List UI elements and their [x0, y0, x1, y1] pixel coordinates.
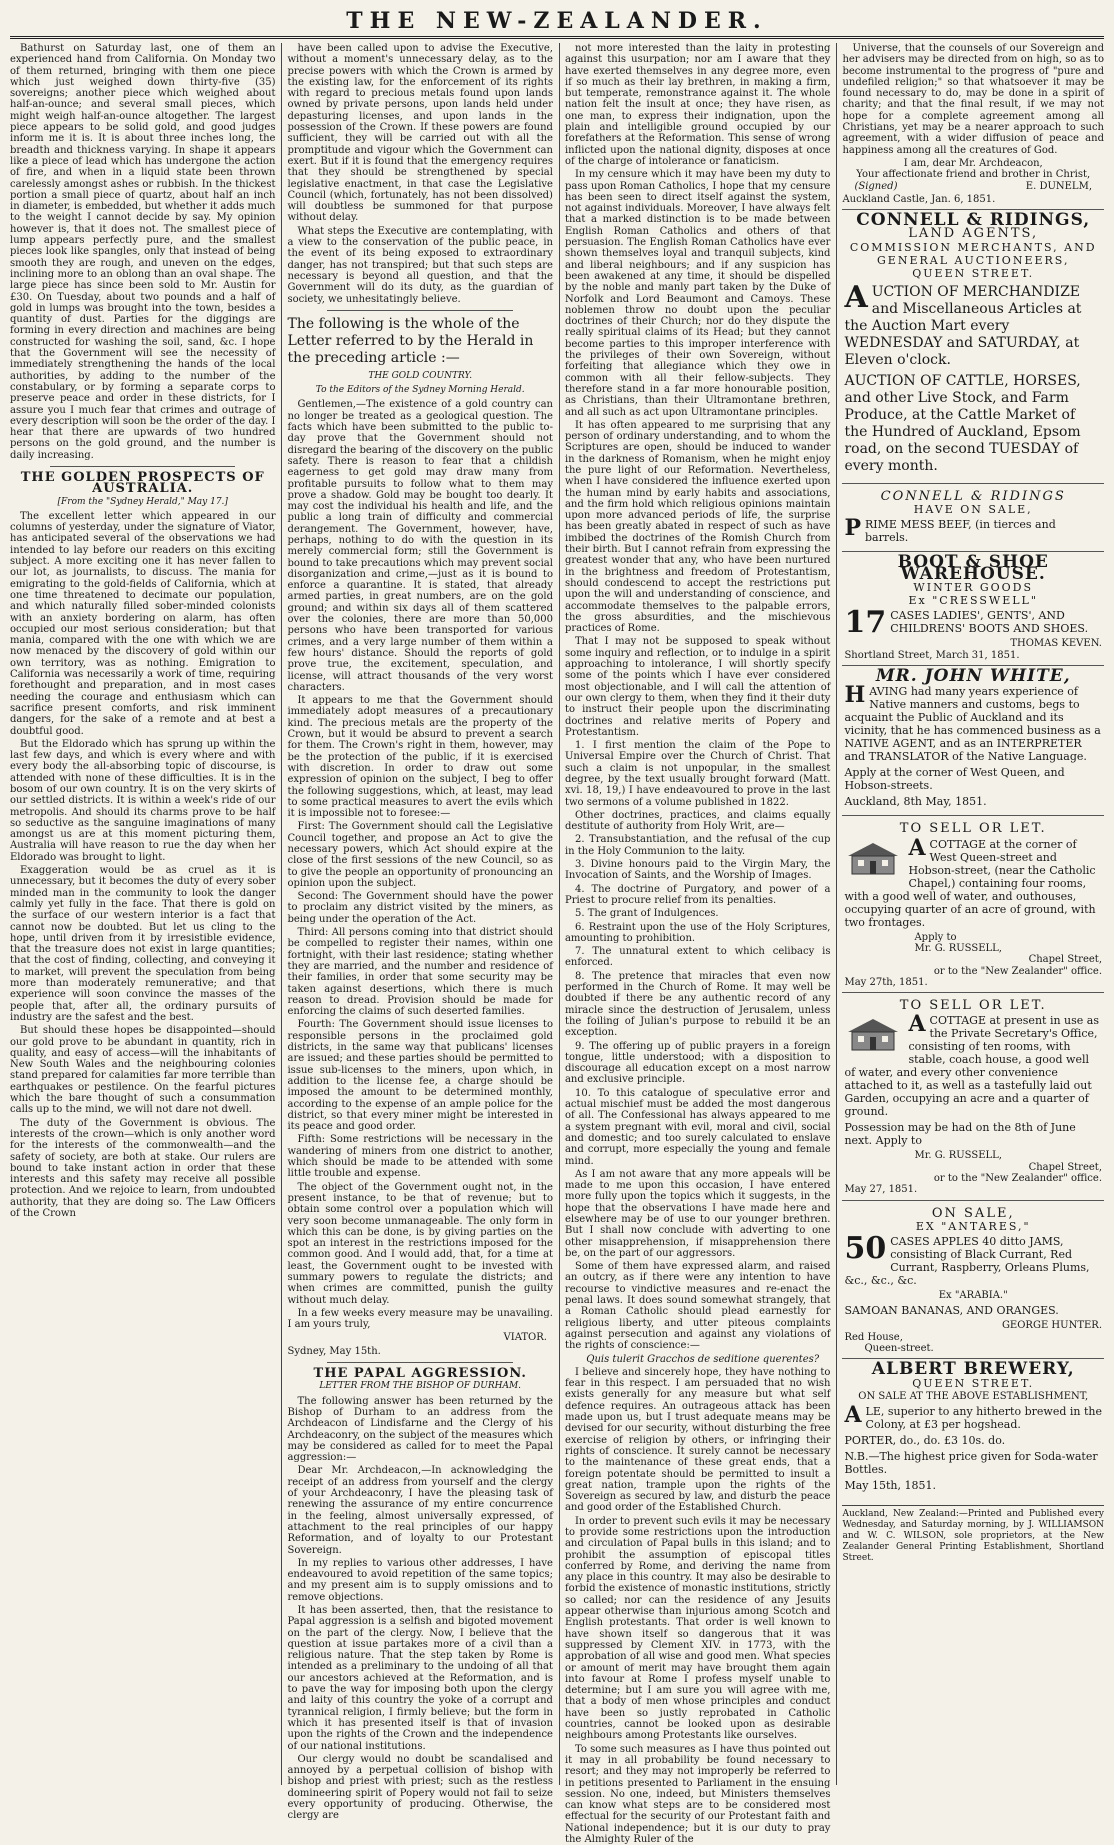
latin-quote: Quis tulerit Gracchos de seditione querentes?: [586, 1353, 820, 1365]
letter-intro: The following is the whole of the Letter referred to by the Herald in the preceding article :—: [287, 315, 534, 366]
list-item: 8. The pretence that miracles that even now performed in the Church of Rome. It may well be doubted if there be any authentic record of any miracle since the destruction of Jerusalem, unless the foiling of Julian's purpose to rebuild it be an exception.: [564, 970, 831, 1039]
ad-date: May 27th, 1851.: [844, 976, 928, 988]
letter-closing: Your affectionate friend and brother in Christ,: [856, 169, 1091, 181]
article-paragraph: 1. I first mention the claim of the Pope to Universal Empire over the Church of Christ. That such a claim is not unpopular, in the smallest degree, by the text usually brought forward (Matt. xvi. 18, 19,) I have endeavoured to prove in the last two sermons of a volume published in 1822.: [564, 740, 831, 808]
ad-subtitle: LAND AGENTS,: [908, 226, 1039, 242]
article-paragraph: The excellent letter which appeared in our columns of yesterday, under the signature of Viator, has anticipated several of the observations we had intended to lay before our readers on this exciting subject. A more exciting one it has never fallen to our lot, as journalists, to discuss. The mania for emigrating to the gold-fields of California, which at one time threatened to decimate our population, and which naturally filled sober-minded colonists with an anxiety bordering on alarm, has often occupied our most serious consideration; but that mania, compared with the one with which we are now menaced by the discovery of gold within our own territory, was as nothing. Emigration to California was necessarily a work of time, requiring forethought and preparation, and in most cases needing the courage and enthusiasm which can sacrifice present comforts, and risk imminent dangers, for the sake of a remote and at best a doubtful good.: [10, 510, 276, 737]
ad-body: Apply at the corner of West Queen, and Hobson-streets.: [844, 766, 1065, 793]
ad-text: COTTAGE at the corner of West Queen-street and Hobson-street, (near the Catholic Chapel,) containing four rooms, with a good well of water, and outhouses, occupying quarter of an acre of ground, with two frontages.: [844, 837, 1096, 929]
ad-text: RIME MESS BEEF, (in tierces and barrels.: [865, 518, 1056, 545]
article-heading: THE PAPAL AGGRESSION.: [313, 1366, 527, 1382]
article-paragraph: Third: All persons coming into that district should be compelled to register their names, within one fortnight, with their last residence; stating whether they are married, and the number and residence of their families, in order that some security may be taken against desertions, which there is much reason to dread. Provision should be made for enforcing the claims of such deserted families.: [287, 927, 553, 1018]
article-paragraph: not more interested than the laity in protesting against this usurpation; nor am I aware that they have exerted themselves in any degree more, even if so much as their lay brethren, in making a firm, but temperate, remonstrance against it. The whole nation felt the insult at once; they have risen, as one man, to express their indignation, upon the plain and intelligible ground occupied by our forefathers at the Reformation. This sense of wrong inflicted upon the national dignity, disposes at once of the charge of intolerance or fanaticism.: [564, 43, 831, 167]
article-paragraph: In my censure which it may have been my duty to pass upon Roman Catholics, I hope that my censure has been seen to direct itself against the system, not against individuals. Moreover, I have always felt that a marked distinction is to be made between English Roman Catholics and others of that persuasion. The English Roman Catholics have ever shown themselves loyal and tranquil subjects, kind and liberal neighbours; and if any suspicion has been awakened at any time, it should be dispelled by the noble and manly part taken by the Duke of Norfolk and Lord Beaumont and Camoys. These noblemen throw no doubt upon the peculiar doctrines of their Church; nor do they dispute the really spiritual claims of its Head; but they cannot become parties to this improper interference with the privileges of their own Sovereign, without forfeiting that allegiance which they owe in common with all their fellow-subjects. They therefore stand in a far more honourable position, as Christians, than their Ultramontane brethren, and all such as act upon Ultramontane principles.: [564, 169, 831, 418]
drop-cap: A: [844, 1402, 862, 1429]
ad-title: TO SELL OR LET.: [899, 998, 1047, 1014]
ad-apples: [842, 1200, 1104, 1359]
ad-body: [844, 279, 1102, 369]
ad-contact: Mr. G. RUSSELL,: [914, 942, 1002, 954]
ad-contact: or to the "New Zealander" office.: [933, 1172, 1102, 1184]
ad-text: LE, superior to any hitherto brewed in the Colony, at £3 per hogshead.: [865, 1405, 1102, 1432]
ad-body: [844, 682, 1102, 764]
signer-name: E. DUNELM,: [1025, 180, 1092, 192]
ad-date: May 27, 1851.: [844, 1184, 918, 1196]
ad-text: CASES APPLES 40 ditto JAMS, consisting of Black Currant, Red Currant, Raspberry, Orleans Plums, &c., &c., &c.: [844, 1235, 1090, 1288]
ad-body: AUCTION OF CATTLE, HORSES, and other Live Stock, and Farm Produce, at the Cattle Market of the Hundred of Auckland, Epsom road, on the second TUESDAY of every month.: [844, 372, 1081, 474]
ad-text: COTTAGE at present in use as the Private Secretary's Office, consisting of ten rooms, with stable, coach house, a good well of water, and every other convenience attached to it, as well as a tastefully laid out Garden, occupying an acre and a quarter of ground.: [844, 1014, 1099, 1119]
article-paragraph: Second: The Government should have the power to proclaim any district visited by the miners, as being under the operation of the Act.: [287, 891, 553, 925]
article-paragraph: Our clergy would no doubt be scandalised and annoyed by a perpetual collision of bishop with bishop and priest with priest; such as the restless domineering spirit of Popery would not fail to seize every opportunity of producing. Otherwise, the clergy are: [287, 1753, 553, 1822]
ad-body: [844, 834, 1102, 929]
ad-place: Red House,: [844, 1331, 903, 1343]
article-source: [From the "Sydney Herald," May 17.]: [57, 496, 228, 507]
ad-signer: THOMAS KEVEN.: [1010, 638, 1102, 650]
ad-title: CONNELL & RIDINGS: [880, 488, 1066, 504]
drop-cap: A: [908, 834, 926, 861]
ad-subtitle: Ex "ARABIA.": [938, 1290, 1008, 1302]
article-heading: THE GOLDEN PROSPECTS OF AUSTRALIA.: [20, 469, 265, 497]
article-paragraph: To some such measures as I have thus pointed out it may in all probability be found necessary to resort; and they may not improperly be referred to in petitions presented to Parliament in the ensuing session. No one, indeed, but Ministers themselves can know what steps are to be considered most effectual for the security of our Protestant faith and National independence; but it is our duty to pray the Almighty Ruler of the: [564, 1743, 831, 1845]
list-item: 10. To this catalogue of speculative error and actual mischief must be added the most dangerous of all. The Confessional has always appeared to me a system pregnant with evil, moral and civil, social and domestic; and too surely calculated to enslave and corrupt, more especially the young and female mind.: [564, 1087, 831, 1167]
article-paragraph: What steps the Executive are contemplating, with a view to the conservation of the public peace, in the event of its being exposed to extraordinary danger, has not transpired; but that such steps are necessary is beyond all question, and that the Government will do its duty, as the guardian of society, we unhesitatingly believe.: [287, 225, 553, 305]
article-subheading: LETTER FROM THE BISHOP OF DURHAM.: [319, 1381, 522, 1392]
ad-contact: Chapel Street,: [1028, 1161, 1102, 1173]
list-item: 9. The offering up of public prayers in a foreign tongue, little understood; with a disposition to discourage all education except on a most narrow and exclusive principle.: [564, 1040, 831, 1086]
ad-subtitle: COMMISSION MERCHANTS, AND: [849, 240, 1097, 254]
list-item: 3. Divine honours paid to the Virgin Mary, the Invocation of Saints, and the Worship of Images.: [564, 859, 831, 882]
article-paragraph: In order to prevent such evils it may be necessary to provide some restrictions upon the introduction and circulation of Papal bulls in this island; and to prohibit the assumption of episcopal titles conferred by Rome, and deriving the name from any place in this country. It may also be desirable to forbid the existence of monastic institutions, strictly so called; nor can the residence of any Jesuits appear otherwise than injurious among Scotch and English protestants. That order is well known to have shown itself so dangerous that it was suppressed by Clement XIV. in 1773, with the approbation of all wise and good men. What species or amount of merit may have brought them again into favour at Rome I profess myself unable to determine; but I am sure you will agree with me, that a body of men whose principles and conduct have been so justly reprobated in Catholic countries, cannot be looked upon as desirable neighbours among Protestants like ourselves.: [564, 1515, 831, 1742]
letter-signature: VIATOR.: [503, 1332, 547, 1344]
ad-contact: Mr. G. RUSSELL,: [914, 1150, 1002, 1162]
article-paragraph: The object of the Government ought not, in the present instance, to be that of revenue; but to obtain some control over a population which will very soon become unmanageable. The only form in which this can be done, is by giving parties on the spot an interest in the restrictions imposed for the common good. And I would add, that, for a time at least, the Government ought to be invested with summary powers to regulate the districts; and when crimes are committed, punish the guilty without much delay.: [287, 1181, 553, 1306]
letter-title: THE GOLD COUNTRY.: [368, 370, 473, 381]
article-paragraph: Gentlemen,—The existence of a gold country can no longer be treated as a geological question. The facts which have been submitted to the public to-day prove that the Government should not disregard the bearing of the discovery on the public safety. There is reason to fear that a childish eagerness to get gold may draw many from profitable pursuits to follow what to them may prove a shadow. Gold may be bought too dearly. It may cost the individual his health and life, and the public a long train of difficulty and commercial derangement. The Government, however, have, perhaps, nothing to do with the question in its merely commercial form; still the Government is bound to take precautions which may prevent social disorganization and crime,—just as it is bound to enforce a quarantine. It is stated, that already armed parties, in great numbers, are on the gold ground; and within six days all of them scattered over the colonies, there are more than 50,000 persons who have been transported for various crimes, and a very large number of them within a few hours' distance. Should the reports of gold prove true, the excitement, speculation, and license, will attract thousands of the very worst characters.: [287, 399, 553, 693]
ad-subtitle: GENERAL AUCTIONEERS,: [877, 254, 1070, 268]
ad-title: ON SALE,: [931, 1205, 1015, 1221]
ad-title: MR. JOHN WHITE,: [875, 666, 1071, 687]
article-paragraph: It has been asserted, then, that the resistance to Papal aggression is a selfish and bigoted movement on the part of the clergy. Now, I believe that the question at issue partakes more of a civil than a religious nature. That the step taken by Rome is intended as a preliminary to the undoing of all that our ancestors achieved at the Reformation, and is to pave the way for imposing both upon the clergy and laity of this country the yoke of a corrupt and tyrannical religion, I firmly believe; but the form in which it has presented itself is that of invasion upon the rights of the Crown and the independence of our national institutions.: [287, 1605, 553, 1752]
list-item: 7. The unnatural extent to which celibacy is enforced.: [564, 946, 831, 969]
ad-title: ALBERT BREWERY,: [871, 1359, 1075, 1380]
drop-cap: A: [844, 279, 868, 315]
article-paragraph: In a few weeks every measure may be unavailing. I am yours truly,: [287, 1307, 553, 1331]
ad-signer: GEORGE HUNTER.: [1001, 1320, 1102, 1332]
article-paragraph: The following answer has been returned by the Bishop of Durham to an address from the Archdeacon of Lindisfarne and the Clergy of his Archdeaconry, on the subject of the measures which may be considered as called for to meet the Papal aggression:—: [287, 1395, 553, 1464]
ad-subtitle: HAVE ON SALE,: [913, 502, 1033, 516]
ad-text: AVING had many years experience of Native manners and customs, begs to acquaint the Public of Auckland and its vicinity, that he has commenced business as a NATIVE AGENT, and as an INTERPRETER and TRANSLATOR of the Native Language.: [844, 685, 1101, 764]
ad-body: Possession may be had on the 8th of June next. Apply to: [844, 1121, 1076, 1148]
ad-boot-shoe: [842, 551, 1104, 665]
ad-date: Shortland Street, March 31, 1851.: [844, 649, 1020, 661]
ad-subtitle: Ex "CRESSWELL": [908, 594, 1038, 608]
article-paragraph: Exaggeration would be as cruel as it is unnecessary, but it becomes the duty of every sober minded man in the community to look the danger calmly yet fully in the face. That there is gold on the surface of our western interior is a fact that cannot now be doubted. But let us cling to the hope, until driven from it by irresistible evidence, that the treasure does not exist in large quantities; that the cost of finding, collecting, and conveying it to market, will prevent the speculation from being more than moderately remunerative; and that experience will soon convince the masses of the people that, after all, the ordinary pursuits of industry are the safest and the best.: [10, 865, 276, 1023]
article-paragraph: That I may not be supposed to speak without some inquiry and reflection, or to indulge in a spirit approaching to intolerance, I will shortly specify some of the points which I have ever considered most objectionable, and I will call the attention of our own clergy to them, when they find it their duty to instruct their people upon the discriminating doctrines and relative merits of Popery and Protestantism.: [564, 636, 831, 738]
ad-body: [844, 515, 1102, 545]
article-paragraph: Fourth: The Government should issue licenses to responsible persons in the proclaimed gold districts, in the same way that publicans' licenses are issued; and these parties should be permitted to issue sub-licenses to the miners, upon which, in addition to the license fee, a charge should be imposed the amount to be determined monthly, according to the expense of an ample police for the district, so that every miner might be interested in its peace and good order.: [287, 1019, 553, 1133]
masthead: THE NEW-ZEALANDER.: [10, 8, 1104, 39]
ad-cottage-1: [842, 815, 1104, 992]
article-paragraph: I believe and sincerely hope, they have nothing to fear in this respect. I am persuaded that no wish exists generally for any measure but what self defence requires. An outrageous attack has been made upon us, but I trust adequate means may be devised for our security, without disturbing the free exercise of religion by others, or infringing their rights of conscience. It surely cannot be necessary to the maintenance of these great ends, that a foreign potentate should be permitted to insult a great nation, trample upon the rights of the Sovereign as secured by law, and disturb the peace and good order of the Established Church.: [564, 1366, 831, 1514]
letter-place: Auckland Castle, Jan. 6, 1851.: [842, 193, 996, 205]
drop-cap: H: [844, 682, 866, 709]
signed-label: (Signed): [854, 180, 898, 192]
ad-subtitle: QUEEN STREET.: [912, 267, 1035, 281]
column-4: [836, 43, 1104, 1785]
article-paragraph: Dear Mr. Archdeacon,—In acknowledging the receipt of an address from yourself and the clergy of your Archdeaconry, I have the pleasing task of renewing the assurance of my entire concurrence in the feeling, almost universally expressed, of attachment to the real principles of our happy Reformation, and of loyalty to our Protestant Sovereign.: [287, 1465, 553, 1556]
ad-subtitle: EX "ANTARES,": [915, 1219, 1031, 1233]
column-3: [559, 43, 831, 1845]
article-paragraph: The duty of the Government is obvious. The interests of the crown—which is only another word for the interests of the commonwealth—and the safety of society, are both at stake. Our rulers are bound to take instant action in order that these interests and this safety may receive all possible protection. And we rejoice to learn, from undoubted authority, that they are doing so. The Law Officers of the Crown: [10, 1117, 276, 1219]
article-paragraph: Universe, that the counsels of our Sovereign and her advisers may be directed from on high, so as to become instrumental to the progress of "pure and undefiled religion;" so that whatsoever it may be found necessary to do, may be done in a spirit of charity; and that the final result, if we may not hope for a complete agreement among all Christians, yet may be a nearer approach to such agreement, with a wider diffusion of peace and happiness among all the creatures of God.: [842, 43, 1104, 156]
article-paragraph: In my replies to various other addresses, I have endeavoured to avoid repetition of the same topics; and my present aim is to supply omissions and to remove objections.: [287, 1557, 553, 1603]
signature-line: [842, 181, 1104, 192]
drop-cap: A: [908, 1011, 926, 1038]
ad-date: Auckland, 8th May, 1851.: [844, 795, 987, 809]
columns: [10, 43, 1104, 1845]
article-paragraph: Some of them have expressed alarm, and raised an outcry, as if there were any intention to have recourse to vindictive measures and re-enact the penal laws. It does sound somewhat strangely, that a Roman Catholic should plead earnestly for religious liberty, and utter piteous complaints against persecution and against any violations of the rights of conscience:—: [564, 1261, 831, 1352]
ad-connell-ridings: [842, 209, 1104, 482]
article-paragraph: It has often appeared to me surprising that any person of ordinary understanding, and to whom the Scriptures are open, should be induced to wander in the darkness of Romanism, when he might enjoy the pure light of our Reformation. Nevertheless, when I have considered the influence exerted upon the human mind by early habits and associations, and the firm hold which religious opinions maintain upon more advanced periods of life, the surprise has been greatly abated in respect of such as have imbibed the doctrines of the Romish Church from their birth. But I cannot refrain from expressing the greatest wonder that any, who have been nurtured in the brightness and freedom of Protestantism, should condescend to accept the restrictions put upon the will and understanding of conscience, and accommodate themselves to the palpable errors, the gross absurdities, and the mischievous practices of Rome.: [564, 419, 831, 635]
ad-place: Queen-street.: [864, 1343, 934, 1355]
ad-subtitle: WINTER GOODS: [913, 580, 1034, 594]
ad-title: TO SELL OR LET.: [899, 821, 1047, 837]
drop-cap: P: [844, 515, 861, 542]
column-2: [281, 43, 553, 1822]
list-item: 4. The doctrine of Purgatory, and power of a Priest to procure relief from its penalties.: [564, 883, 831, 906]
divider: [50, 466, 235, 467]
ad-john-white: [842, 665, 1104, 815]
ad-beef: [842, 483, 1104, 552]
ad-date: May 15th, 1851.: [844, 1479, 936, 1493]
ad-body: [844, 605, 1102, 641]
ad-subtitle: QUEEN STREET.: [912, 1376, 1035, 1390]
letter-date: Sydney, May 15th.: [287, 1345, 381, 1357]
column-1: [10, 43, 275, 1785]
article-paragraph: But the Eldorado which has sprung up within the last few days, and which is every where and with every body the all-absorbing topic of discourse, is attended with none of these difficulties. It is in the bosom of our own country. It is on the very skirts of our settled districts. It is within a week's ride of our metropolis. And should its charms prove to be half so seductive as the sanguine imaginations of many amongst us are at this moment picturing them, Australia will have reason to rue the day when her Eldorado was brought to light.: [10, 738, 276, 863]
cottage-illustration: [844, 1016, 902, 1052]
drop-number: 50: [844, 1231, 887, 1267]
article-paragraph: First: The Government should call the Legislative Council together, and propose an Act to give the necessary powers, which Act should expire at the close of the first sessions of the new Council, so as to give the people an opportunity of pronouncing an opinion upon the subject.: [287, 821, 553, 889]
newspaper-page: [10, 8, 1104, 1845]
ad-title: BOOT & SHOE WAREHOUSE.: [897, 552, 1049, 584]
letter-addressee: To the Editors of the Sydney Morning Herald.: [315, 385, 525, 396]
article-paragraph: It appears to me that the Government should immediately adopt measures of a precautionary kind. The precious metals are the property of the Crown, but it would be absurd to prevent a search for them. The Crown's right in them, however, may be the protection of the public, if it is exercised with discretion. In order to draw out some expression of opinion on the subject, I beg to offer the following suggestions, which, at least, may lead to some practical measures to avert the evils which it is impossible not to foresee:—: [287, 695, 553, 820]
ad-body: [844, 1231, 1102, 1288]
article-paragraph: Other doctrines, practices, and claims equally destitute of authority from Holy Writ, are—: [564, 809, 831, 833]
ad-cottage-2: [842, 992, 1104, 1199]
ad-albert-brewery: [842, 1358, 1104, 1499]
cottage-illustration: [844, 840, 902, 876]
ad-apply: Apply to: [914, 931, 957, 943]
article-paragraph: Bathurst on Saturday last, one of them an experienced hand from California. On Monday two of them returned, bringing with them one piece which just weighed down thirty-five (35) sovereigns; another piece which weighed about half-an-ounce; and several small pieces, which might weigh half-an-ounce altogether. The largest piece appears to be solid gold, and good judges inform me it is. It is about three inches long, the breadth and thickness varying. In shape it appears like a piece of lead which has undergone the action of fire, and when in a liquid state been thrown carelessly amongst ashes or rubbish. In the thickest portion a small piece of quartz, about half an inch in diameter, is embedded, but whether it adds much to the weight I cannot decide by say. My opinion however is, that it does not. The smallest piece of lump appears perfectly pure, and the smallest pieces look like spangles, only that instead of being smooth they are rough, and uneven on the edges, inclining more to an oblong than an oval shape. The large piece has since been sold to Mr. Austin for £30. On Tuesday, about two pounds and a half of gold in lumps was brought into the town, besides a quantity of dust. Parties for the diggings are forming in every direction and machines are being constructed for washing the soil, sand, &c. I hope that the Government will see the necessity of immediately strengthening the hands of the local authorities, by adding to the number of the constabulary, or by forming a separate corps to preserve peace and order in these districts, for I assure you I much fear that crimes and outrage of every description will soon be the order of the day. I hear that there are upwards of two hundred persons on the gold ground, and the number is daily increasing.: [10, 43, 276, 461]
ad-body: PORTER, do., do. £3 10s. do.: [844, 1434, 1006, 1448]
ad-text: CASES LADIES', GENTS', AND CHILDRENS' BOOTS AND SHOES.: [890, 609, 1089, 636]
ad-body: SAMOAN BANANAS, AND ORANGES.: [844, 1304, 1059, 1318]
ad-body: N.B.—The highest price given for Soda-water Bottles.: [844, 1450, 1098, 1477]
ad-contact: or to the "New Zealander" office.: [933, 965, 1102, 977]
article-paragraph: Fifth: Some restrictions will be necessary in the wandering of miners from one district to another, which should be made to be attended with some little trouble and expense.: [287, 1134, 553, 1180]
ad-title: CONNELL & RIDINGS,: [856, 210, 1091, 231]
list-item: 6. Restraint upon the use of the Holy Scriptures, amounting to prohibition.: [564, 921, 831, 944]
divider: [327, 1362, 512, 1363]
list-item: 2. Transubstantiation, and the refusal of the cup in the Holy Communion to the laity.: [564, 834, 831, 857]
ad-subtitle: ON SALE AT THE ABOVE ESTABLISHMENT,: [858, 1390, 1089, 1402]
letter-closing: I am, dear Mr. Archdeacon,: [903, 157, 1043, 169]
ad-body: [844, 1011, 1102, 1119]
article-paragraph: have been called upon to advise the Executive, without a moment's unnecessary delay, as to the precise powers with which the Crown is armed by the existing law, for the enforcement of its rights with regard to precious metals found upon lands owned by private persons, upon lands held under depasturing licenses, and upon lands in the possession of the Crown. If these powers are found sufficient, they will be carried out with all the promptitude and vigour which the Government can exert. But if it is found that the emergency requires that they should be strengthened by special legislative enactment, in that case the Legislative Council (which, fortunately, has not been dissolved) will doubtless be summoned for that purpose without delay.: [287, 43, 553, 224]
article-paragraph: As I am not aware that any more appeals will be made to me upon this occasion, I have entered more fully upon the topics which it suggests, in the hope that the observations I have made here and elsewhere may be of use to our younger brethren. But I shall now conclude with adverting to one other misapprehension, if misapprehension there be, on the part of our aggressors.: [564, 1168, 831, 1259]
ad-body: [844, 1402, 1102, 1432]
ad-text: UCTION OF MERCHANDIZE and Miscellaneous Articles at the Auction Mart every WEDNESDAY and SATURDAY, at Eleven o'clock.: [844, 283, 1082, 368]
ad-contact: Chapel Street,: [1028, 954, 1102, 966]
imprint: Auckland, New Zealand:—Printed and Published every Wednesday, and Saturday morning, by J. WILLIAMSON and W. C. WILSON, sole proprietors, at the New Zealander General Printing Establishment, Shortland Street.: [842, 1505, 1104, 1564]
article-paragraph: But should these hopes be disappointed—should our gold prove to be abundant in quantity, rich in quality, and easy of access—will the inhabitants of New South Wales and the neighbouring colonies stand prepared for calamities far more terrible than earthquakes or pestilence. On the fearful pictures which the bare thought of such a consummation calls up to the mind, we will not dare not dwell.: [10, 1025, 276, 1116]
divider: [327, 310, 512, 311]
drop-number: 17: [844, 605, 887, 641]
list-item: 5. The grant of Indulgences.: [574, 908, 719, 920]
